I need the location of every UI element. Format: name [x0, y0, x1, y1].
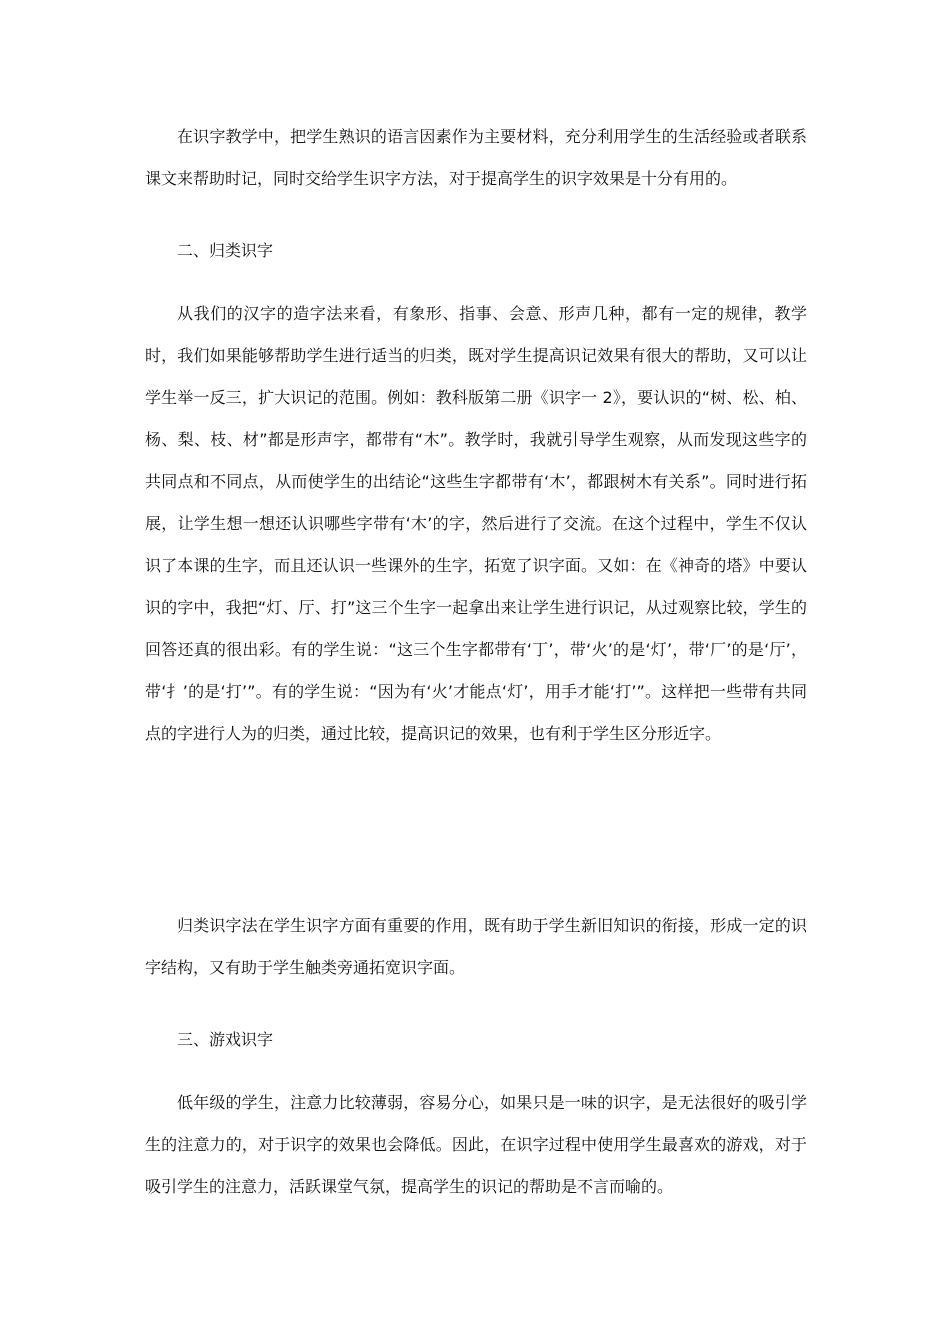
intro-paragraph: 在识字教学中，把学生熟识的语言因素作为主要材料，充分利用学生的生活经验或者联系课文来帮助时记，同时交给学生识字方法，对于提高学生的识字效果是十分有用的。: [145, 127, 807, 188]
game-heading-section: [145, 1019, 807, 1061]
intro-section: [145, 116, 807, 200]
classify-summary-paragraph: 归类识字法在学生识字方面有重要的作用，既有助于学生新旧知识的衔接，形成一定的识字结构，又有助于学生触类旁通拓宽识字面。: [145, 916, 807, 977]
classify-heading-section: [145, 230, 807, 272]
classify-summary-section: [145, 905, 807, 989]
classify-paragraph: 从我们的汉字的造字法来看，有象形、指事、会意、形声几种，都有一定的规律，教学时，我们如果能够帮助学生进行适当的归类，既对学生提高识记效果有很大的帮助，又可以让学生举一反三，扩大识记的范围。例如：教科版第二册《识字一 2》，要认识的“树、松、柏、杨、梨、枝、材”都是形声字，都带有“木”。教学时，我就引导学生观察，从而发现这些字的共同点和不同点，从而使学生的出结论“这些生字都带有‘木’，都跟树木有关系”。同时进行拓展，让学生想一想还认识哪些字带有‘木’的字，然后进行了交流。在这个过程中，学生不仅认识了本课的生字，而且还认识一些课外的生字，拓宽了识字面。又如：在《神奇的塔》中要认识的字中，我把“灯、厅、打”这三个生字一起拿出来让学生进行识记，从过观察比较，学生的回答还真的很出彩。有的学生说：“这三个生字都带有‘丁’，带‘火’的是‘灯’，带‘厂’的是‘厅’，带‘扌’的是‘打’”。有的学生说：“因为有‘火’才能点‘灯’，用手才能‘打’”。这样把一些带有共同点的字进行人为的归类，通过比较，提高识记的效果，也有利于学生区分形近字。: [145, 304, 807, 743]
section-heading-game: 三、游戏识字: [177, 1030, 274, 1049]
classify-body-section: [145, 293, 807, 755]
section-heading-classify: 二、归类识字: [177, 241, 274, 260]
game-body-section: [145, 1082, 807, 1208]
game-paragraph: 低年级的学生，注意力比较薄弱，容易分心，如果只是一味的识字，是无法很好的吸引学生的注意力的，对于识字的效果也会降低。因此，在识字过程中使用学生最喜欢的游戏，对于吸引学生的注意力，活跃课堂气氛，提高学生的识记的帮助是不言而喻的。: [145, 1093, 807, 1196]
